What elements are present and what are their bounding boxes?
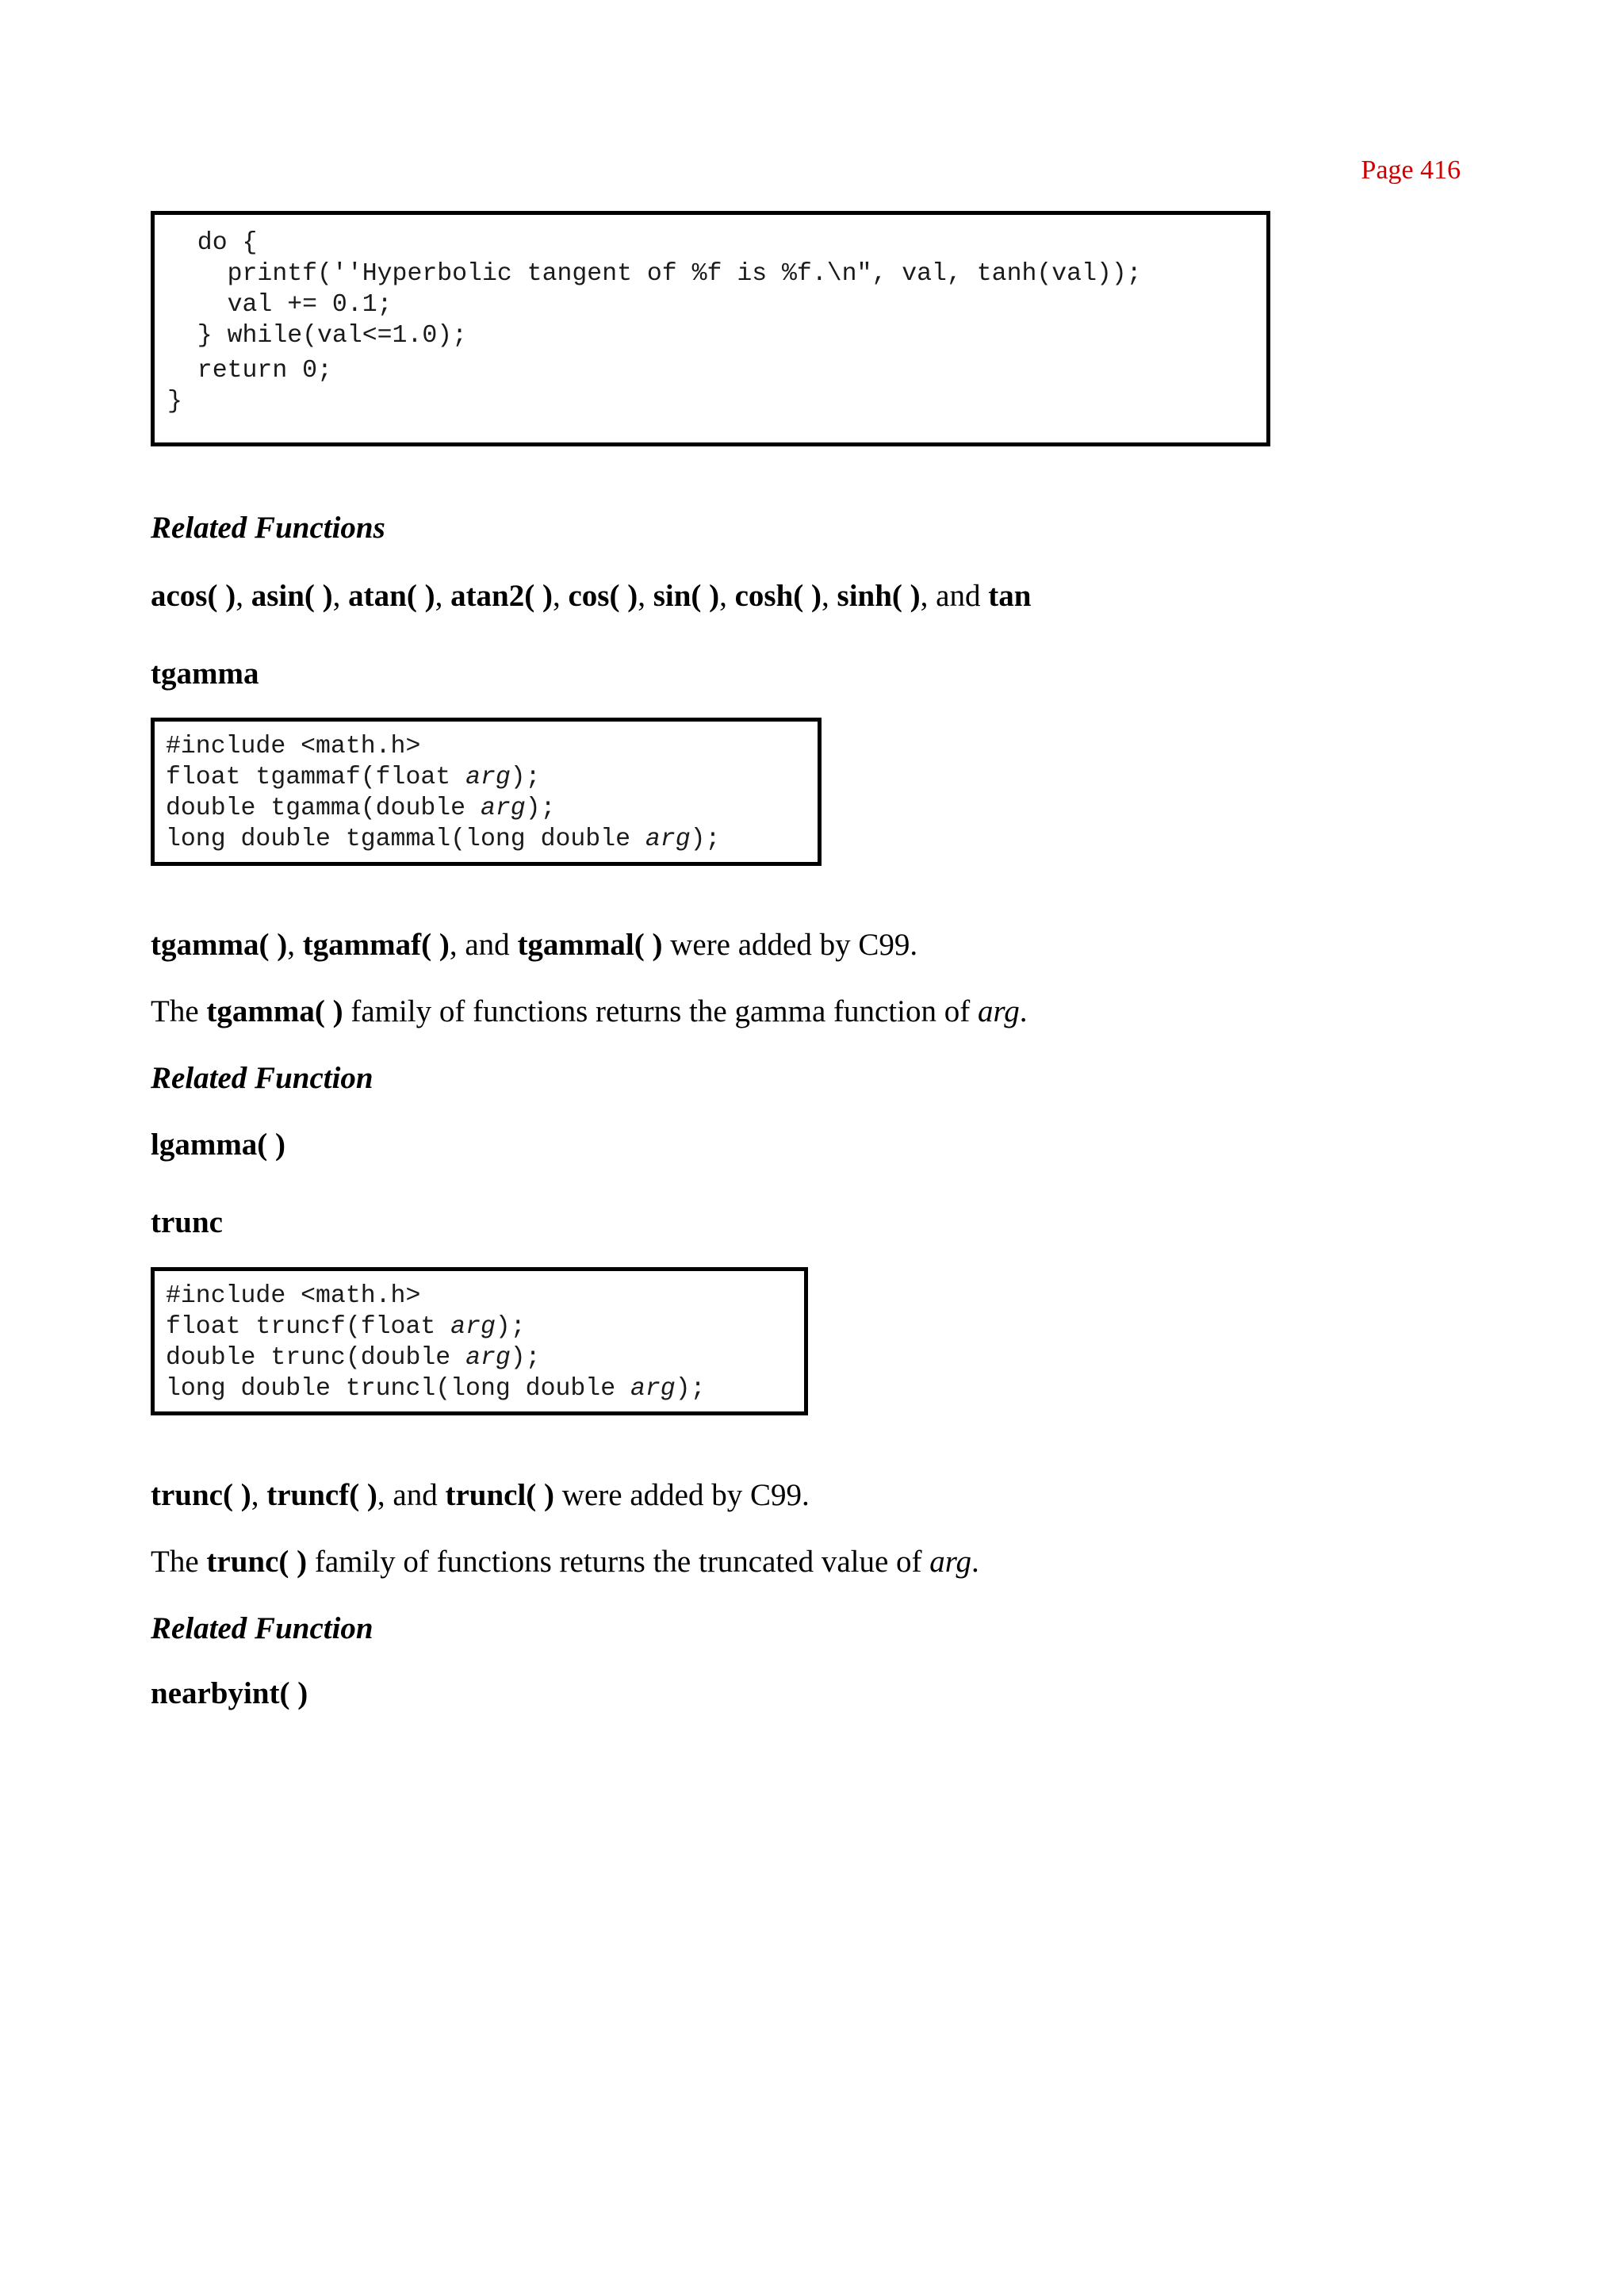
- code-line: printf(''Hyperbolic tangent of %f is %f.\n", val, tanh(val));: [167, 260, 1142, 288]
- function-name: trunc( ): [206, 1545, 308, 1579]
- code-text: double tgamma(double: [166, 795, 481, 822]
- code-text: );: [495, 1313, 526, 1341]
- code-text: );: [690, 825, 721, 853]
- trunc-related-heading: Related Function: [151, 1611, 373, 1645]
- function-name: trunc( ): [151, 1478, 251, 1512]
- tgamma-paragraph-2: [151, 993, 1027, 1031]
- separator: , and: [449, 928, 518, 962]
- code-param: arg: [465, 764, 511, 791]
- separator: ,: [332, 579, 349, 613]
- tgamma-related-function: lgamma( ): [151, 1128, 286, 1162]
- code-line: #include <math.h>: [166, 733, 421, 760]
- related-functions-heading: Related Functions: [151, 511, 385, 545]
- separator: ,: [552, 579, 569, 613]
- function-name: tan: [988, 579, 1032, 613]
- code-line: do {: [167, 229, 258, 257]
- code-listing: [167, 228, 1266, 417]
- separator: ,: [719, 579, 735, 613]
- paragraph-text: The: [151, 1545, 207, 1579]
- code-text: );: [525, 795, 556, 822]
- parameter-name: arg: [977, 994, 1020, 1028]
- code-text: );: [675, 1375, 706, 1403]
- function-name: acos( ): [151, 579, 236, 613]
- paragraph-text: .: [1019, 994, 1028, 1028]
- related-functions-list: [151, 577, 1031, 615]
- separator: ,: [435, 579, 451, 613]
- tgamma-related-heading: Related Function: [151, 1061, 373, 1095]
- code-text: );: [510, 764, 541, 791]
- separator: ,: [251, 1478, 267, 1512]
- paragraph-text: The: [151, 994, 207, 1028]
- code-text: long double truncl(long double: [166, 1375, 630, 1403]
- function-name: tgamma( ): [151, 928, 288, 962]
- paragraph-text: were added by C99.: [554, 1478, 810, 1512]
- function-name: cosh( ): [734, 579, 822, 613]
- separator: ,: [287, 928, 303, 962]
- trunc-related-function: nearbyint( ): [151, 1676, 308, 1710]
- code-listing: [166, 1281, 804, 1404]
- trunc-paragraph-1: [151, 1476, 810, 1515]
- code-line: } while(val<=1.0);: [167, 322, 468, 350]
- code-line: [166, 825, 720, 853]
- paragraph-text: family of functions returns the gamma function of: [343, 994, 978, 1028]
- trunc-prototype-box: [151, 1267, 808, 1415]
- function-name: tgammaf( ): [302, 928, 450, 962]
- separator: ,: [822, 579, 837, 613]
- code-text: float tgammaf(float: [166, 764, 466, 791]
- paragraph-text: .: [971, 1545, 979, 1579]
- code-listing: [166, 731, 818, 855]
- code-line: [166, 1344, 541, 1372]
- function-name: truncf( ): [266, 1478, 377, 1512]
- trunc-paragraph-2: [151, 1543, 979, 1581]
- trunc-heading: trunc: [151, 1205, 223, 1239]
- tgamma-heading: tgamma: [151, 657, 259, 691]
- code-block-tanh-example: [151, 211, 1270, 446]
- function-name: tgamma( ): [206, 994, 343, 1028]
- page-number: Page 416: [1361, 155, 1461, 185]
- tgamma-paragraph-1: [151, 926, 917, 964]
- code-line: [166, 795, 556, 822]
- function-name: atan2( ): [450, 579, 553, 613]
- code-text: );: [510, 1344, 541, 1372]
- code-line: return 0;: [167, 357, 332, 385]
- code-param: arg: [450, 1313, 496, 1341]
- function-name: sin( ): [653, 579, 720, 613]
- function-name: truncl( ): [445, 1478, 555, 1512]
- function-name: sinh( ): [837, 579, 921, 613]
- code-param: arg: [645, 825, 691, 853]
- code-param: arg: [480, 795, 526, 822]
- code-line: val += 0.1;: [167, 291, 393, 319]
- paragraph-text: family of functions returns the truncated value of: [307, 1545, 930, 1579]
- code-line: [166, 1313, 526, 1341]
- code-text: long double tgammal(long double: [166, 825, 645, 853]
- code-line: }: [167, 388, 182, 416]
- separator: ,: [236, 579, 251, 613]
- separator: , and: [377, 1478, 446, 1512]
- tgamma-prototype-box: [151, 718, 822, 866]
- code-line: [166, 1375, 706, 1403]
- parameter-name: arg: [929, 1545, 972, 1579]
- code-text: float truncf(float: [166, 1313, 451, 1341]
- code-param: arg: [465, 1344, 511, 1372]
- function-name: asin( ): [251, 579, 333, 613]
- code-line: #include <math.h>: [166, 1282, 421, 1310]
- function-name: atan( ): [348, 579, 435, 613]
- paragraph-text: were added by C99.: [662, 928, 918, 962]
- code-param: arg: [630, 1375, 676, 1403]
- code-text: double trunc(double: [166, 1344, 466, 1372]
- code-line: [166, 764, 541, 791]
- function-name: tgammal( ): [517, 928, 663, 962]
- separator: ,: [638, 579, 653, 613]
- separator: , and: [920, 579, 989, 613]
- function-name: cos( ): [568, 579, 638, 613]
